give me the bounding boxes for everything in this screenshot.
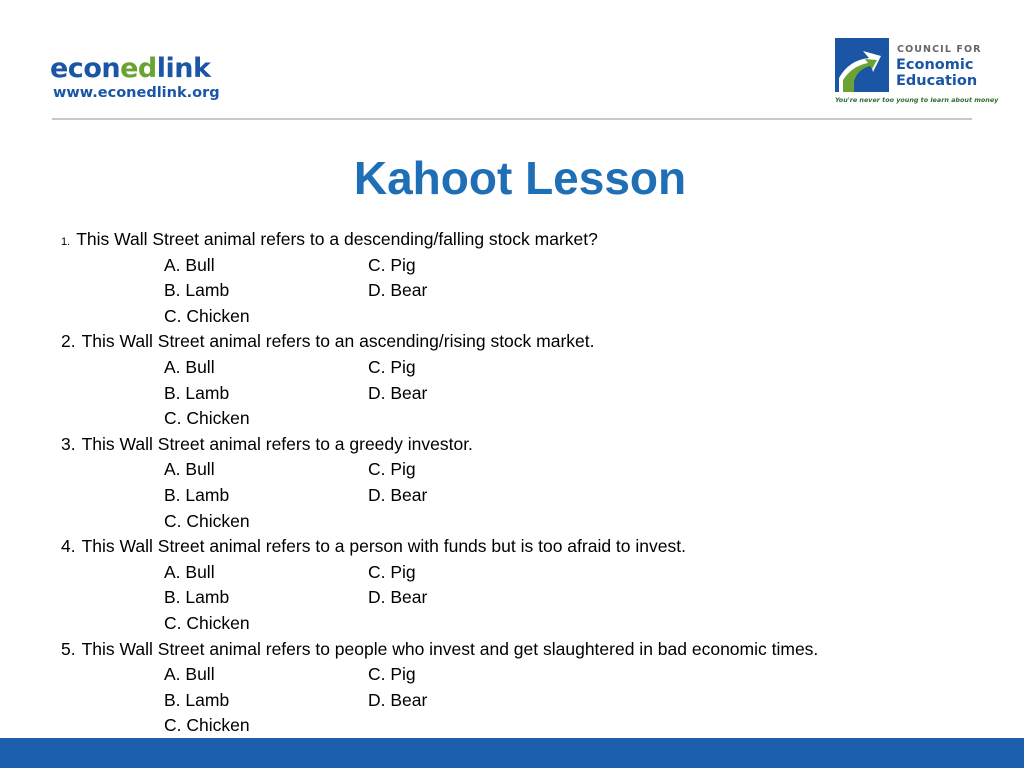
option-c-pig: C. Pig <box>368 664 416 685</box>
option-row <box>61 355 991 381</box>
option-row <box>61 585 991 611</box>
option-c-pig: C. Pig <box>368 561 416 582</box>
option-row <box>61 253 991 279</box>
option-a: A. Bull <box>164 561 215 582</box>
quiz-list <box>61 227 991 739</box>
option-c-chicken: C. Chicken <box>164 612 250 633</box>
question-number: 3. <box>61 433 76 454</box>
option-a: A. Bull <box>164 254 215 275</box>
option-b: B. Lamb <box>164 689 230 710</box>
header-divider <box>52 118 972 120</box>
option-row <box>61 509 991 535</box>
question-text: This Wall Street animal refers to a greedy investor. <box>81 433 473 454</box>
footer-bar <box>0 738 1024 768</box>
council-for-label: COUNCIL FOR <box>897 44 982 55</box>
option-row <box>61 483 991 509</box>
question-4 <box>61 534 991 636</box>
question-number: 2. <box>61 331 76 352</box>
option-c-chicken: C. Chicken <box>164 305 250 326</box>
question-number: 4. <box>61 536 76 557</box>
council-name <box>896 57 977 89</box>
council-logo <box>835 38 999 108</box>
option-b: B. Lamb <box>164 382 230 403</box>
option-b: B. Lamb <box>164 587 230 608</box>
page-title: Kahoot Lesson <box>353 152 687 204</box>
option-c-pig: C. Pig <box>368 459 416 480</box>
option-row <box>61 381 991 407</box>
question-3-line <box>61 432 991 458</box>
question-5-line <box>61 637 991 663</box>
option-row <box>61 560 991 586</box>
option-row <box>61 713 991 739</box>
question-2-line <box>61 329 991 355</box>
question-5 <box>61 637 991 739</box>
option-b: B. Lamb <box>164 484 230 505</box>
econedlink-logo <box>50 54 220 101</box>
council-name-line1: Economic <box>896 57 974 73</box>
question-number: 1. <box>61 236 71 248</box>
question-text: This Wall Street animal refers to a person with funds but is too afraid to invest. <box>81 536 686 557</box>
question-1 <box>61 227 991 329</box>
econedlink-url: www.econedlink.org <box>53 85 220 101</box>
option-row <box>61 688 991 714</box>
option-d: D. Bear <box>368 484 428 505</box>
option-d: D. Bear <box>368 587 428 608</box>
option-a: A. Bull <box>164 459 215 480</box>
option-row <box>61 406 991 432</box>
option-c-chicken: C. Chicken <box>164 408 250 429</box>
question-2 <box>61 329 991 431</box>
council-tagline: You're never too young to learn about money <box>835 96 999 104</box>
option-b: B. Lamb <box>164 280 230 301</box>
wordmark-ed: ed <box>120 53 157 84</box>
question-3 <box>61 432 991 534</box>
option-row <box>61 662 991 688</box>
question-1-line <box>61 227 991 253</box>
option-c-pig: C. Pig <box>368 356 416 377</box>
question-text: This Wall Street animal refers to people who invest and get slaughtered in bad economic times. <box>81 638 819 659</box>
council-name-line2: Education <box>896 73 978 89</box>
option-d: D. Bear <box>368 280 428 301</box>
option-row <box>61 304 991 330</box>
option-d: D. Bear <box>368 689 428 710</box>
option-row <box>61 457 991 483</box>
wordmark-econ: econ <box>50 53 121 84</box>
option-row <box>61 278 991 304</box>
option-c-chicken: C. Chicken <box>164 715 250 736</box>
wordmark-link: link <box>156 53 211 84</box>
question-text: This Wall Street animal refers to a descending/falling stock market? <box>76 229 598 249</box>
option-a: A. Bull <box>164 664 215 685</box>
question-number: 5. <box>61 638 76 659</box>
option-d: D. Bear <box>368 382 428 403</box>
option-c-chicken: C. Chicken <box>164 510 250 531</box>
question-4-line <box>61 534 991 560</box>
option-row <box>61 611 991 637</box>
econedlink-wordmark <box>50 54 220 84</box>
option-a: A. Bull <box>164 356 215 377</box>
council-emblem-icon <box>835 38 889 92</box>
option-c-pig: C. Pig <box>368 254 416 275</box>
question-text: This Wall Street animal refers to an ascending/rising stock market. <box>81 331 595 352</box>
